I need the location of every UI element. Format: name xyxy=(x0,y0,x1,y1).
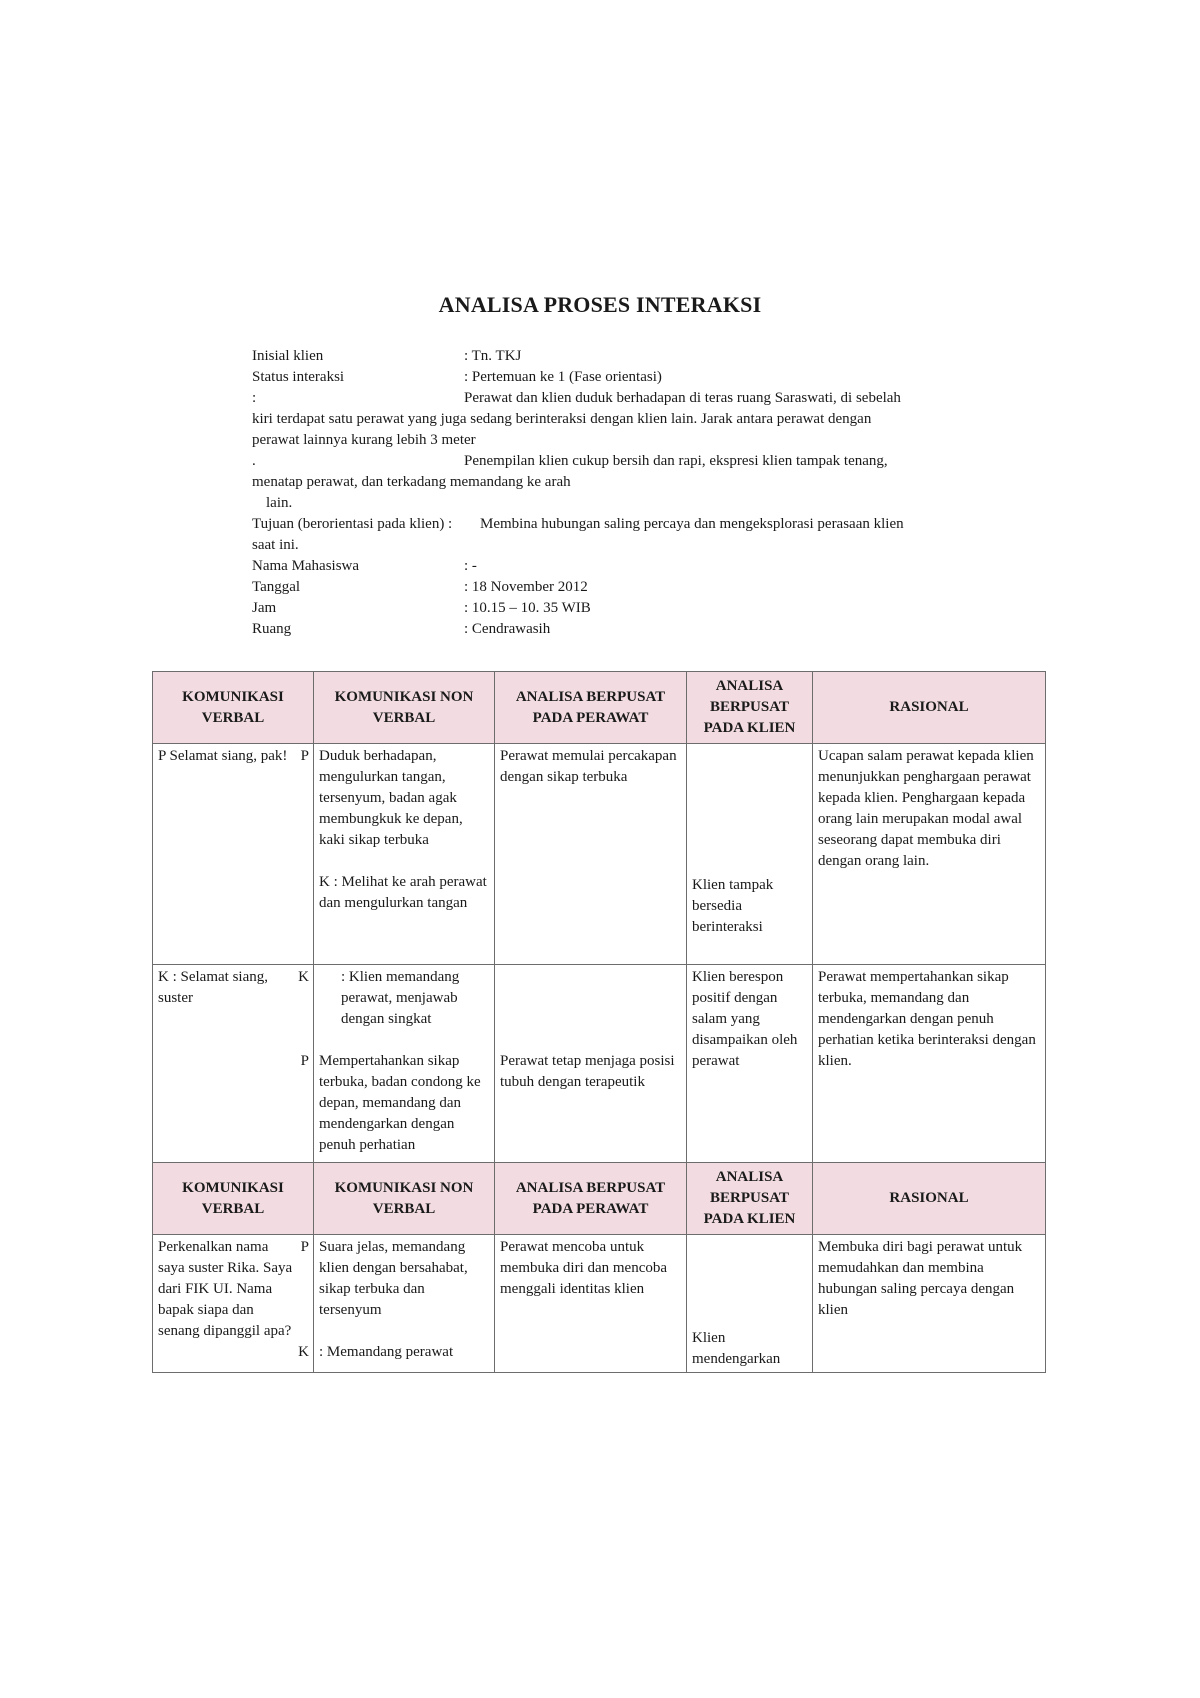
value-jam: : 10.15 – 10. 35 WIB xyxy=(464,600,591,616)
nonverbal-p: Suara jelas, memandang klien dengan bersahabat, sikap terbuka dan tersenyum xyxy=(319,1239,468,1318)
value-tanggal: : 18 November 2012 xyxy=(464,579,588,595)
speaker-mark: P xyxy=(300,1239,309,1255)
nonverbal-p: Duduk berhadapan, mengulurkan tangan, tersenyum, badan agak membungkuk ke depan, kaki sikap terbuka xyxy=(319,748,463,848)
cell-verbal xyxy=(153,965,314,1163)
info-lingkungan: : Perawat dan klien duduk berhadapan di teras ruang Saraswati, di sebelah xyxy=(252,388,962,409)
header-analisa-klien: ANALISA BERPUSAT PADA KLIEN xyxy=(687,672,813,744)
value-deskripsi-3: lain. xyxy=(266,495,293,511)
info-tujuan xyxy=(252,514,962,535)
info-deskripsi: . Penempilan klien cukup bersih dan rapi, ekspresi klien tampak tenang, xyxy=(252,451,962,472)
label-inisial: Inisial klien xyxy=(252,348,324,364)
page-title: ANALISA PROSES INTERAKSI xyxy=(438,292,762,317)
speaker-mark: P xyxy=(300,748,309,764)
value-deskripsi-1: Penempilan klien cukup bersih dan rapi, ekspresi klien tampak tenang, xyxy=(464,453,888,469)
cell-nonverbal xyxy=(314,1235,495,1373)
cell-analisa-perawat: Perawat memulai percakapan dengan sikap terbuka xyxy=(495,744,687,965)
cell-analisa-klien: Klien mendengarkan xyxy=(687,1235,813,1373)
value-lingkungan-2: kiri terdapat satu perawat yang juga sedang berinteraksi dengan klien lain. Jarak antara perawat dengan xyxy=(252,411,872,427)
cell-analisa-perawat: Perawat mencoba untuk membuka diri dan mencoba menggali identitas klien xyxy=(495,1235,687,1373)
cell-analisa-perawat: Perawat tetap menjaga posisi tubuh dengan terapeutik xyxy=(495,965,687,1163)
nonverbal-k: K : Melihat ke arah perawat dan mengulurkan tangan xyxy=(319,874,487,911)
value-tujuan-2: saat ini. xyxy=(252,537,299,553)
nonverbal-k: : Memandang perawat xyxy=(319,1344,454,1360)
label-tanggal: Tanggal xyxy=(252,579,301,595)
verbal-text: K : Selamat siang, suster xyxy=(158,969,268,1006)
value-lingkungan-1: Perawat dan klien duduk berhadapan di teras ruang Saraswati, di sebelah xyxy=(464,390,901,406)
value-deskripsi-2: menatap perawat, dan terkadang memandang ke arah xyxy=(252,474,571,490)
nonverbal-p: Mempertahankan sikap terbuka, badan condong ke depan, memandang dan mendengarkan dengan penuh perhatian xyxy=(319,1053,481,1153)
info-ruang xyxy=(252,619,962,640)
header-analisa-klien: ANALISA BERPUSAT PADA KLIEN xyxy=(687,1163,813,1235)
cell-nonverbal xyxy=(314,965,495,1163)
verbal-text: P Selamat siang, pak! xyxy=(158,748,288,764)
header-nonverbal: KOMUNIKASI NON VERBAL xyxy=(314,1163,495,1235)
cell-verbal xyxy=(153,1235,314,1373)
info-tanggal xyxy=(252,577,962,598)
cell-analisa-klien: Klien tampak bersedia berinteraksi xyxy=(687,744,813,965)
header-analisa-perawat: ANALISA BERPUSAT PADA PERAWAT xyxy=(495,1163,687,1235)
nonverbal-k: : Klien memandang perawat, menjawab dengan singkat xyxy=(341,969,460,1027)
label-mahasiswa: Nama Mahasiswa xyxy=(252,558,360,574)
header-analisa-perawat: ANALISA BERPUSAT PADA PERAWAT xyxy=(495,672,687,744)
cell-verbal xyxy=(153,744,314,965)
value-mahasiswa: : - xyxy=(464,558,477,574)
header-verbal: KOMUNIKASI VERBAL xyxy=(153,1163,314,1235)
header-verbal: KOMUNIKASI VERBAL xyxy=(153,672,314,744)
value-status: : Pertemuan ke 1 (Fase orientasi) xyxy=(464,369,662,385)
speaker-mark: K xyxy=(298,969,309,985)
table-header-row xyxy=(153,672,1046,744)
table-row xyxy=(153,965,1046,1163)
interaction-table xyxy=(152,671,1046,1373)
value-inisial: : Tn. TKJ xyxy=(464,348,522,364)
cell-analisa-klien: Klien berespon positif dengan salam yang disampaikan oleh perawat xyxy=(687,965,813,1163)
value-lingkungan-3: perawat lainnya kurang lebih 3 meter xyxy=(252,432,476,448)
info-status xyxy=(252,367,962,388)
header-rasional: RASIONAL xyxy=(813,672,1046,744)
table-header-row xyxy=(153,1163,1046,1235)
cell-rasional: Perawat mempertahankan sikap terbuka, memandang dan mendengarkan dengan penuh perhatian ketika berinteraksi dengan klien. xyxy=(813,965,1046,1163)
cell-rasional: Membuka diri bagi perawat untuk memudahkan dan membina hubungan saling percaya dengan klien xyxy=(813,1235,1046,1373)
label-tujuan: Tujuan (berorientasi pada klien) : xyxy=(252,516,453,532)
label-ruang: Ruang xyxy=(252,621,292,637)
label-jam: Jam xyxy=(252,600,277,616)
verbal-text: Perkenalkan nama saya suster Rika. Saya dari FIK UI. Nama bapak siapa dan senang dipanggil apa? xyxy=(158,1239,293,1339)
cell-nonverbal xyxy=(314,744,495,965)
header-nonverbal: KOMUNIKASI NON VERBAL xyxy=(314,672,495,744)
table-row xyxy=(153,744,1046,965)
speaker-mark: K xyxy=(298,1344,309,1360)
table-row xyxy=(153,1235,1046,1373)
header-rasional: RASIONAL xyxy=(813,1163,1046,1235)
speaker-mark: P xyxy=(300,1053,309,1069)
cell-rasional: Ucapan salam perawat kepada klien menunjukkan penghargaan perawat kepada klien. Penghargaan kepada orang lain merupakan modal awal seseorang dapat membuka diri dengan orang lain. xyxy=(813,744,1046,965)
info-inisial xyxy=(252,346,962,367)
info-jam xyxy=(252,598,962,619)
value-ruang: : Cendrawasih xyxy=(464,621,551,637)
label-status: Status interaksi xyxy=(252,369,345,385)
info-mahasiswa xyxy=(252,556,962,577)
value-tujuan: Membina hubungan saling percaya dan mengeksplorasi perasaan klien xyxy=(480,516,904,532)
info-block xyxy=(252,346,962,640)
